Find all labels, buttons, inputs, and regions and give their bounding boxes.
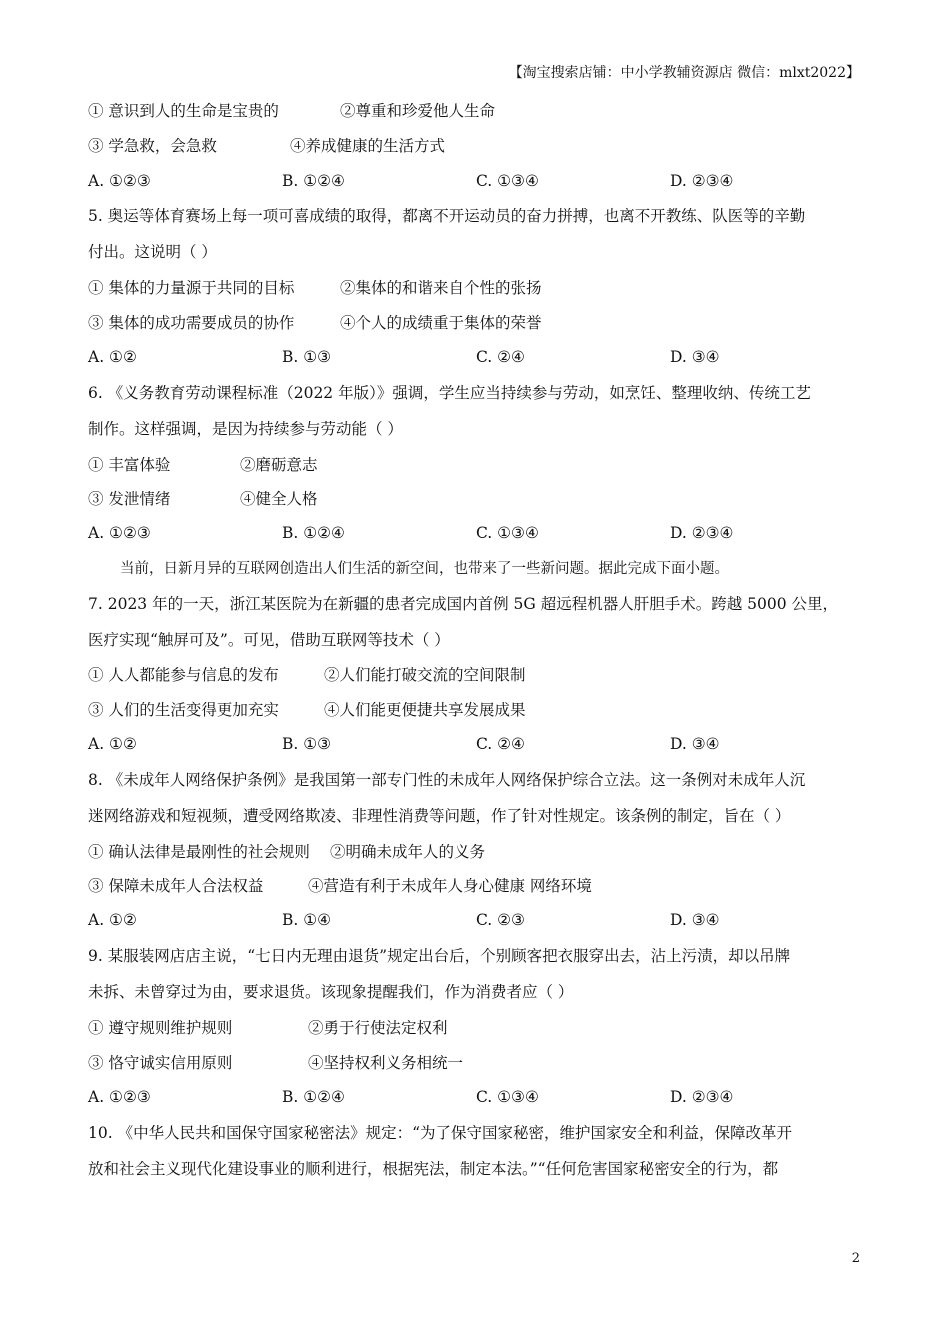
q9-stem-line-1: 9. 某服装网店店主说，“七日内无理由退货”规定出台后，个别顾客把衣服穿出去，沾上污渍，却以吊牌 (88, 947, 791, 965)
q8-option-d: D. ③④ (670, 911, 720, 929)
q4-option-b: B. ①②④ (282, 172, 345, 190)
q7-options (88, 737, 868, 757)
q7-stem-line-2: 医疗实现“触屏可及”。可见，借助互联网等技术（ ） (88, 631, 450, 649)
q5-option-d: D. ③④ (670, 348, 720, 366)
q8-stem-line-1: 8. 《未成年人网络保护条例》是我国第一部专门性的未成年人网络保护综合立法。这一条例对未成年人沉 (88, 771, 806, 789)
q4-option-c: C. ①③④ (476, 172, 539, 190)
q9-statement-3: ③ 恪守诚实信用原则 (88, 1054, 233, 1072)
q6-statement-3: ③ 发泄情绪 (88, 490, 171, 508)
q8-option-b: B. ①④ (282, 911, 332, 929)
q8-statement-4: ④营造有利于未成年人身心健康 网络环境 (308, 877, 592, 895)
q6-option-c: C. ①③④ (476, 524, 539, 542)
q7-option-b: B. ①③ (282, 735, 332, 753)
q4-option-d: D. ②③④ (670, 172, 734, 190)
q7-statement-2: ②人们能打破交流的空间限制 (324, 666, 526, 684)
q9-option-c: C. ①③④ (476, 1088, 539, 1106)
q8-stem-line-2: 迷网络游戏和短视频，遭受网络欺凌、非理性消费等问题，作了针对性规定。该条例的制定，旨在（ ） (88, 807, 791, 825)
q4-statement-3: ③ 学急救，会急救 (88, 137, 217, 155)
q9-options (88, 1090, 868, 1110)
q6-statement-2: ②磨砺意志 (240, 456, 318, 474)
q7-statement-1: ① 人人都能参与信息的发布 (88, 666, 279, 684)
q8-option-a: A. ①② (88, 911, 137, 929)
q8-option-c: C. ②③ (476, 911, 525, 929)
q8-statement-1: ① 确认法律是最刚性的社会规则 (88, 843, 310, 861)
q9-option-b: B. ①②④ (282, 1088, 345, 1106)
q7-stem-line-1: 7. 2023 年的一天，浙江某医院为在新疆的患者完成国内首例 5G 超远程机器人肝胆手术。跨越 5000 公里， (88, 595, 838, 613)
q4-statement-1: ① 意识到人的生命是宝贵的 (88, 102, 279, 120)
q9-stem-line-2: 未拆、未曾穿过为由，要求退货。该现象提醒我们，作为消费者应（ ） (88, 983, 574, 1001)
q4-statement-2: ②尊重和珍爱他人生命 (340, 102, 496, 120)
q8-statement-2: ②明确未成年人的义务 (330, 843, 486, 861)
q6-statement-4: ④健全人格 (240, 490, 318, 508)
q8-statement-3: ③ 保障未成年人合法权益 (88, 877, 264, 895)
q10-stem-line-1: 10. 《中华人民共和国保守国家秘密法》规定：“为了保守国家秘密，维护国家安全和利益，保障改革开 (88, 1124, 793, 1142)
q4-options (88, 174, 868, 194)
q8-options (88, 913, 868, 933)
q6-options (88, 526, 868, 546)
q6-option-d: D. ②③④ (670, 524, 734, 542)
q7-statement-4: ④人们能更便捷共享发展成果 (324, 701, 526, 719)
q5-option-c: C. ②④ (476, 348, 525, 366)
q7-statement-3: ③ 人们的生活变得更加充实 (88, 701, 279, 719)
q10-stem-line-2: 放和社会主义现代化建设事业的顺利进行，根据宪法，制定本法。”“任何危害国家秘密安全的行为，都 (88, 1160, 779, 1178)
q5-options (88, 350, 868, 370)
q5-stem-line-2: 付出。这说明（ ） (88, 243, 217, 261)
q6-stem-line-1: 6. 《义务教育劳动课程标准（2022 年版）》强调，学生应当持续参与劳动，如烹饪、整理收纳、传统工艺 (88, 384, 811, 402)
q6-option-b: B. ①②④ (282, 524, 345, 542)
q9-statement-1: ① 遵守规则维护规则 (88, 1019, 233, 1037)
q9-statement-2: ②勇于行使法定权利 (308, 1019, 448, 1037)
q5-option-b: B. ①③ (282, 348, 332, 366)
page-header: 【淘宝搜索店铺：中小学教辅资源店 微信：mlxt2022】 (508, 65, 860, 81)
q7-option-a: A. ①② (88, 735, 137, 753)
q4-statement-4: ④养成健康的生活方式 (290, 137, 446, 155)
q5-statement-2: ②集体的和谐来自个性的张扬 (340, 279, 542, 297)
q7-option-c: C. ②④ (476, 735, 525, 753)
group-intro: 当前，日新月异的互联网创造出人们生活的新空间，也带来了一些新问题。据此完成下面小题。 (120, 561, 729, 577)
q4-option-a: A. ①②③ (88, 172, 151, 190)
q9-option-d: D. ②③④ (670, 1088, 734, 1106)
q5-statement-1: ① 集体的力量源于共同的目标 (88, 279, 295, 297)
q9-option-a: A. ①②③ (88, 1088, 151, 1106)
q6-statement-1: ① 丰富体验 (88, 456, 171, 474)
q5-statement-3: ③ 集体的成功需要成员的协作 (88, 314, 295, 332)
q6-option-a: A. ①②③ (88, 524, 151, 542)
page-number: 2 (851, 1251, 860, 1266)
q5-stem-line-1: 5. 奥运等体育赛场上每一项可喜成绩的取得，都离不开运动员的奋力拼搏，也离不开教练、队医等的辛勤 (88, 207, 806, 225)
q5-option-a: A. ①② (88, 348, 137, 366)
q9-statement-4: ④坚持权利义务相统一 (308, 1054, 464, 1072)
q7-option-d: D. ③④ (670, 735, 720, 753)
q6-stem-line-2: 制作。这样强调，是因为持续参与劳动能（ ） (88, 420, 403, 438)
q5-statement-4: ④个人的成绩重于集体的荣誉 (340, 314, 542, 332)
